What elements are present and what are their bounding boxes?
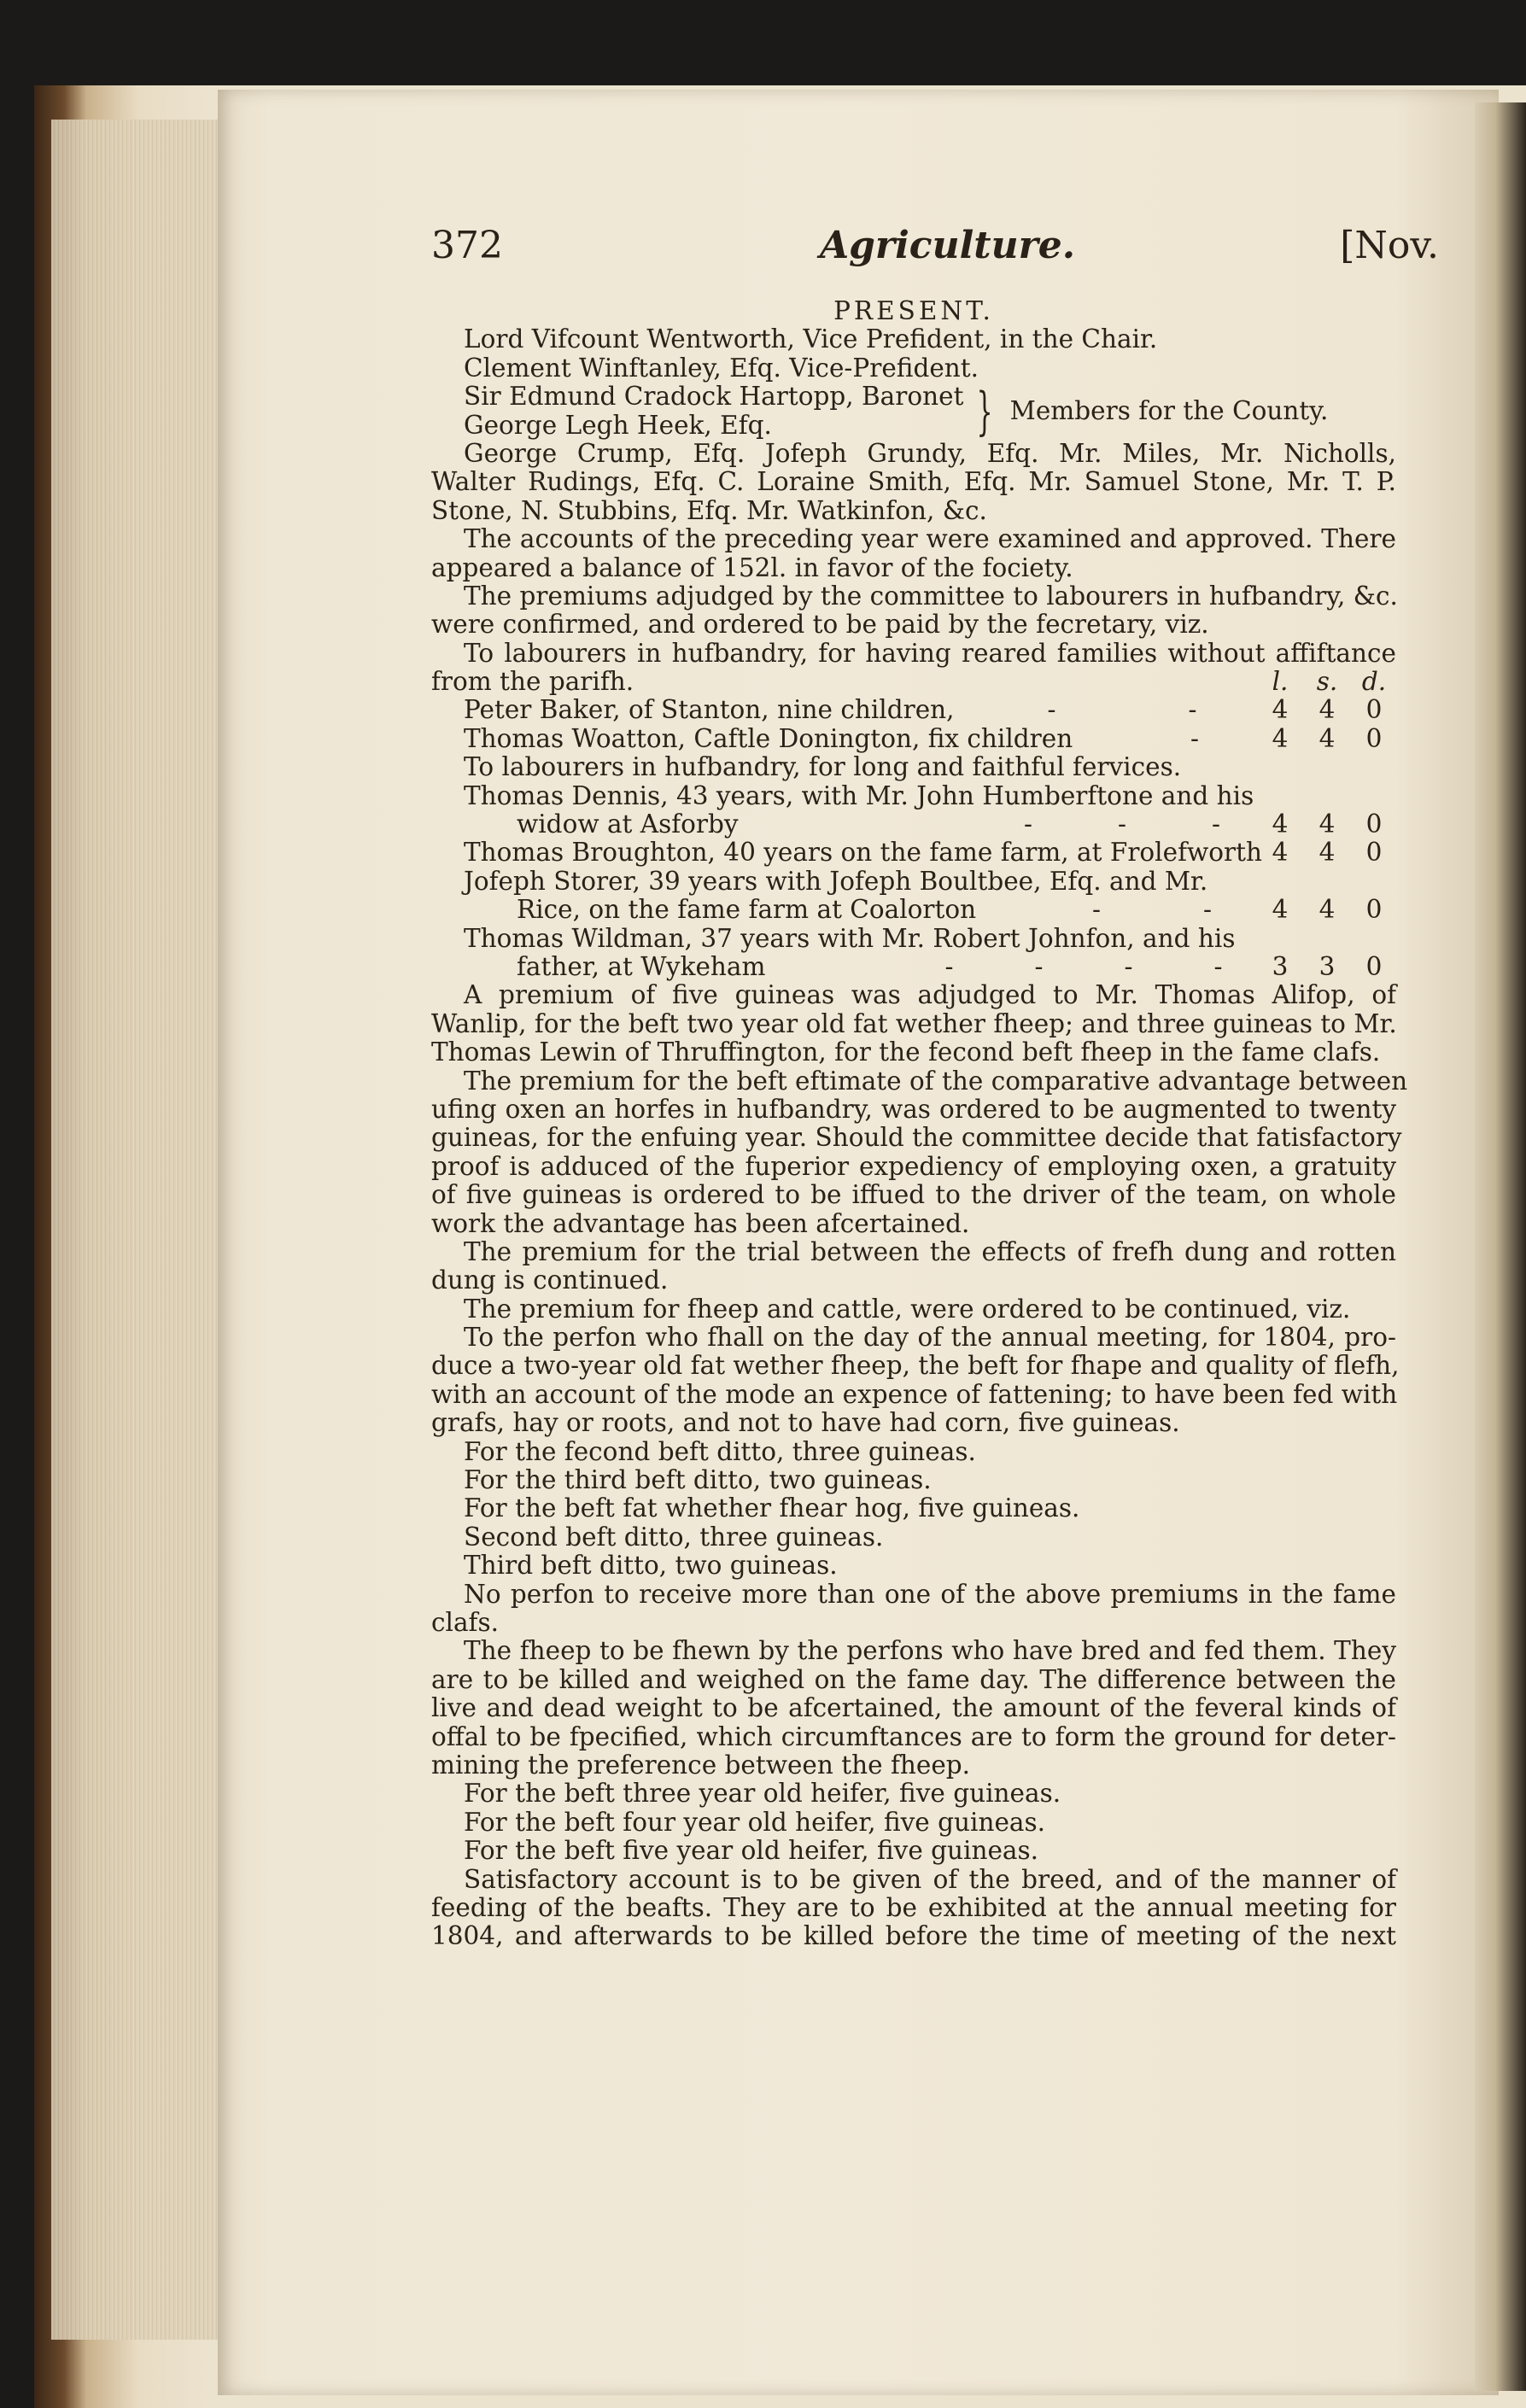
dash: - <box>1203 895 1212 925</box>
page-text <box>431 296 1408 1951</box>
body-line: Second beft ditto, three guineas. <box>464 1522 884 1552</box>
body-line: work the advantage has been afcertained. <box>431 1208 970 1238</box>
award-text: father, at Wykeham <box>517 953 766 981</box>
amount-shillings: 4 <box>1318 895 1336 925</box>
paragraph-line: To labourers in hufbandry, for having reared families without affiftance <box>464 638 1396 668</box>
dash: - <box>1034 952 1044 981</box>
attendee-line: Stone, N. Stubbins, Efq. Mr. Watkinfon, &c. <box>431 495 987 525</box>
body-line: of five guineas is ordered to be iffued to the driver of the team, on whole <box>431 1180 1396 1210</box>
body-line: with an account of the mode an expence of fattening; to have been fed with <box>431 1379 1398 1409</box>
amount-pence: 0 <box>1365 838 1383 868</box>
award-text: Thomas Broughton, 40 years on the fame farm, at Frolefworth <box>464 839 1262 868</box>
body-line: No perfon to receive more than one of the above premiums in the fame <box>464 1579 1396 1609</box>
body-line: The premium for fheep and cattle, were ordered to be continued, viz. <box>464 1294 1351 1324</box>
running-title: Agriculture. <box>820 224 1076 267</box>
dash: - <box>1188 695 1197 725</box>
dash: - <box>1213 952 1223 981</box>
body-line: mining the preference between the fheep. <box>431 1750 971 1780</box>
award-text: Thomas Dennis, 43 years, with Mr. John Humberftone and his <box>464 780 1254 810</box>
body-line: For the third beft ditto, two guineas. <box>464 1465 932 1495</box>
dash: - <box>944 952 954 981</box>
dash: - <box>1118 809 1126 839</box>
page-edges <box>51 120 222 2340</box>
body-line: proof is adduced of the fuperior expediency of employing oxen, a gratuity <box>431 1151 1396 1181</box>
amount-pence: 0 <box>1365 895 1383 925</box>
amount-pounds: 4 <box>1272 695 1289 725</box>
body-line: Third beft ditto, two guineas. <box>464 1551 838 1581</box>
award-text: Thomas Woatton, Caftle Donington, fix children <box>464 724 1073 753</box>
amount-pence: 0 <box>1365 952 1383 981</box>
body-line: dung is continued. <box>431 1265 669 1295</box>
body-line: 1804, and afterwards to be killed before the time of meeting of the next <box>431 1921 1396 1951</box>
amount-shillings: 3 <box>1318 952 1336 981</box>
dash: - <box>1190 723 1199 753</box>
money-header-row <box>431 668 1396 696</box>
members-label: Members for the County. <box>1009 395 1329 425</box>
paragraph-line: The accounts of the preceding year were examined and approved. There <box>464 524 1396 554</box>
amount-pence: 0 <box>1365 809 1383 839</box>
amount-pounds: 4 <box>1272 838 1289 868</box>
body-line: guineas, for the enfuing year. Should the committee decide that fatisfactory <box>431 1123 1402 1153</box>
dash: - <box>1024 809 1032 839</box>
award-text: Rice, on the fame farm at Coalorton <box>517 896 977 925</box>
body-line: To the perfon who fhall on the day of the annual meeting, for 1804, pro- <box>464 1323 1396 1353</box>
amount-pounds: 4 <box>1272 723 1289 753</box>
body-line: grafs, hay or roots, and not to have had corn, five guineas. <box>431 1408 1180 1438</box>
paragraph-line: were confirmed, and ordered to be paid by the fecretary, viz. <box>431 610 1209 640</box>
amount-pounds: 3 <box>1272 952 1289 981</box>
money-header-shillings: s. <box>1316 667 1338 697</box>
amount-shillings: 4 <box>1318 695 1336 725</box>
award-text: widow at Asforby <box>517 810 739 839</box>
award-row <box>431 896 1396 924</box>
dash: - <box>1092 895 1101 925</box>
amount-pounds: 4 <box>1272 809 1289 839</box>
body-line: The premium for the trial between the effects of frefh dung and rotten <box>464 1236 1396 1266</box>
money-header-pounds: l. <box>1272 667 1289 697</box>
award-text: Jofeph Storer, 39 years with Jofeph Boultbee, Efq. and Mr. <box>464 866 1208 896</box>
facing-page-edge <box>1475 102 1526 2391</box>
amount-shillings: 4 <box>1318 809 1336 839</box>
award-row <box>431 839 1396 867</box>
body-line: Wanlip, for the beft two year old fat wether fheep; and three guineas to Mr. <box>431 1008 1397 1038</box>
dash: - <box>1212 809 1220 839</box>
body-line: For the beft fat whether fhear hog, five guineas. <box>464 1493 1080 1523</box>
award-row <box>431 953 1396 981</box>
body-line: offal to be fpecified, which circumftances are to form the ground for deter- <box>431 1721 1396 1751</box>
body-line: Thomas Lewin of Thruffington, for the fecond beft fheep in the fame clafs. <box>431 1037 1381 1067</box>
body-line: For the beft four year old heifer, five guineas. <box>464 1807 1046 1837</box>
amount-pence: 0 <box>1365 695 1383 725</box>
body-line: For the beft three year old heifer, five guineas. <box>464 1779 1061 1809</box>
body-line: The premium for the beft eftimate of the comparative advantage between <box>464 1066 1408 1096</box>
award-row <box>431 810 1396 839</box>
body-line: duce a two-year old fat wether fheep, the beft for fhape and quality of flefh, <box>431 1351 1400 1381</box>
award-row <box>431 696 1396 724</box>
attendee-line: Lord Vifcount Wentworth, Vice Prefident, in the Chair. <box>464 324 1158 354</box>
paragraph-line: The premiums adjudged by the committee to labourers in hufbandry, &c. <box>464 581 1398 611</box>
amount-shillings: 4 <box>1318 723 1336 753</box>
body-line: The fheep to be fhewn by the perfons who have bred and fed them. They <box>464 1636 1396 1666</box>
attendee-line: Walter Rudings, Efq. C. Loraine Smith, Efq. Mr. Samuel Stone, Mr. T. P. <box>431 467 1396 497</box>
body-line: clafs. <box>431 1607 499 1637</box>
dash: - <box>1047 695 1056 725</box>
paragraph-line: To labourers in hufbandry, for long and faithful fervices. <box>464 752 1182 782</box>
section-heading: PRESENT. <box>833 296 994 325</box>
amount-pounds: 4 <box>1272 895 1289 925</box>
body-line: ufing oxen an horfes in hufbandry, was ordered to be augmented to twenty <box>431 1094 1396 1124</box>
body-line: For the fecond beft ditto, three guineas. <box>464 1436 976 1466</box>
member-name: George Legh Heek, Efq. <box>464 410 772 440</box>
county-members <box>431 383 1396 440</box>
award-row <box>431 725 1396 753</box>
attendee-line: Clement Winftanley, Efq. Vice-Prefident. <box>464 353 979 383</box>
body-line: A premium of five guineas was adjudged to Mr. Thomas Alifop, of <box>464 980 1396 1010</box>
body-line: live and dead weight to be afcertained, the amount of the feveral kinds of <box>431 1693 1396 1723</box>
body-line: feeding of the beafts. They are to be exhibited at the annual meeting for <box>431 1892 1396 1922</box>
amount-shillings: 4 <box>1318 838 1336 868</box>
page-number: 372 <box>431 224 503 267</box>
dash: - <box>1124 952 1133 981</box>
body-line: are to be killed and weighed on the fame day. The difference between the <box>431 1664 1396 1694</box>
money-header-pence: d. <box>1361 667 1387 697</box>
paragraph-line: appeared a balance of 152l. in favor of the fociety. <box>431 552 1073 582</box>
member-name: Sir Edmund Cradock Hartopp, Baronet <box>464 382 964 412</box>
body-text <box>431 980 1408 1951</box>
amount-pence: 0 <box>1365 723 1383 753</box>
body-line: Satisfactory account is to be given of the breed, and of the manner of <box>464 1864 1396 1894</box>
brace-glyph: } <box>977 381 994 441</box>
running-header <box>431 224 1439 283</box>
body-line: For the beft five year old heifer, five guineas. <box>464 1836 1039 1866</box>
paragraph-line: from the parifh. <box>431 668 634 697</box>
running-month: [Nov. <box>1340 224 1439 267</box>
attendee-line: George Crump, Efq. Jofeph Grundy, Efq. Mr. Miles, Mr. Nicholls, <box>464 438 1396 468</box>
award-text: Thomas Wildman, 37 years with Mr. Robert Johnfon, and his <box>464 923 1236 953</box>
award-text: Peter Baker, of Stanton, nine children, <box>464 696 955 725</box>
